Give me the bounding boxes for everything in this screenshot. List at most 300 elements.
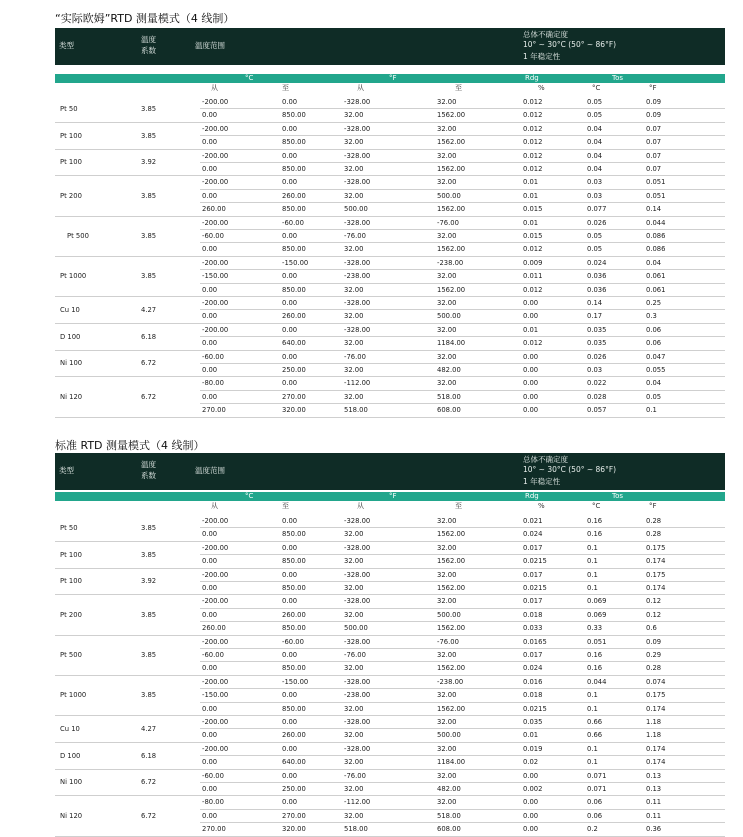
table-cell: 32.00 — [437, 232, 457, 240]
table-cell: 850.00 — [282, 704, 306, 713]
table-cell: -150.00 — [202, 272, 229, 281]
table-cell: 0.017 — [523, 651, 543, 659]
temperature-coefficient: 6.72 — [141, 778, 157, 787]
table-cell: 0.047 — [646, 352, 666, 361]
header-coefficient-line1: 温度 — [141, 35, 156, 44]
table-cell: 0.051 — [646, 178, 666, 187]
table-cell: 32.00 — [344, 704, 364, 713]
table-cell: 0.00 — [202, 312, 218, 321]
table-cell: -76.00 — [344, 651, 366, 659]
table-cell: 0.174 — [646, 557, 666, 566]
header-range: 温度范围 — [195, 466, 225, 475]
table-cell: 0.00 — [282, 178, 298, 187]
row-divider — [55, 836, 725, 837]
table-cell: -328.00 — [344, 151, 371, 160]
sensor-type: Cu 10 — [60, 724, 80, 733]
table-cell: 0.06 — [646, 325, 662, 334]
table-cell: 0.09 — [646, 637, 662, 646]
group-label — [55, 270, 725, 283]
group-label — [55, 575, 725, 588]
table-cell: 850.00 — [282, 245, 306, 254]
unit-celsius: °C — [245, 74, 254, 82]
table-cell: -200.00 — [202, 218, 229, 227]
table-cell: 32.00 — [437, 543, 457, 552]
table-cell: 0.174 — [646, 758, 666, 767]
table-cell: 32.00 — [344, 584, 364, 592]
sensor-type: Ni 120 — [60, 392, 83, 401]
table-cell: -60.00 — [202, 232, 224, 240]
table-cell: 0.00 — [202, 285, 218, 294]
table-cell: 32.00 — [344, 530, 364, 539]
table-cell: -238.00 — [344, 272, 371, 281]
table-cell: 0.05 — [587, 245, 603, 254]
table-cell: 1.18 — [646, 731, 662, 740]
header-coefficient-line2: 系数 — [141, 46, 156, 55]
table-cell: 0.022 — [587, 379, 607, 388]
subunit-to-c: 至 — [282, 84, 289, 92]
table-cell: 0.04 — [587, 124, 603, 133]
header-accuracy-line: 1 年稳定性 — [523, 477, 561, 486]
table-cell: 0.00 — [282, 124, 298, 133]
temperature-coefficient: 3.92 — [141, 158, 157, 167]
table-cell: -328.00 — [344, 597, 371, 606]
table-cell: 0.00 — [523, 811, 539, 820]
sensor-type: Ni 100 — [60, 359, 83, 368]
table-cell: 1562.00 — [437, 584, 466, 592]
table-cell: 0.33 — [587, 624, 603, 633]
subunit-from-f: 从 — [357, 502, 364, 510]
table-cell: 0.071 — [587, 785, 607, 793]
table-cell: 0.00 — [202, 557, 218, 566]
table-row — [55, 404, 725, 417]
table-cell: -76.00 — [344, 771, 366, 780]
table-cell: 0.0215 — [523, 704, 547, 713]
table-cell: -200.00 — [202, 124, 229, 133]
table-cell: 0.012 — [523, 245, 543, 254]
table-cell: 0.00 — [202, 785, 218, 793]
sensor-type: D 100 — [60, 751, 81, 760]
header-range: 温度范围 — [195, 41, 225, 50]
table-cell: 0.018 — [523, 691, 543, 700]
table-cell: 1562.00 — [437, 205, 466, 214]
temperature-coefficient: 4.27 — [141, 724, 157, 733]
table-cell: 32.00 — [437, 299, 457, 307]
table-cell: -200.00 — [202, 151, 229, 160]
table-cell: 0.06 — [646, 339, 662, 348]
table-cell: 0.01 — [523, 731, 539, 740]
table-cell: 0.00 — [523, 299, 539, 307]
table-cell: 0.00 — [202, 758, 218, 767]
table-cell: -60.00 — [282, 218, 304, 227]
table-cell: -200.00 — [202, 325, 229, 334]
subunit-from-f: 从 — [357, 84, 364, 92]
table-cell: -328.00 — [344, 517, 371, 525]
table-cell: -200.00 — [202, 637, 229, 646]
table-cell: -328.00 — [344, 543, 371, 552]
subunit-pct: % — [538, 502, 545, 510]
table-cell: 0.00 — [202, 366, 218, 374]
table-cell: 1562.00 — [437, 664, 466, 673]
table-cell: 0.086 — [646, 245, 666, 254]
table-cell: 0.009 — [523, 258, 543, 267]
table-cell: 32.00 — [344, 731, 364, 740]
table-cell: 0.0215 — [523, 557, 547, 566]
table-cell: 0.05 — [587, 232, 603, 240]
temperature-coefficient: 3.92 — [141, 577, 157, 586]
table-cell: 1184.00 — [437, 339, 466, 348]
table-cell: 500.00 — [437, 312, 461, 321]
table-cell: 0.057 — [587, 406, 607, 415]
table-cell: -328.00 — [344, 258, 371, 267]
table-cell: 32.00 — [344, 664, 364, 673]
table-cell: 32.00 — [344, 165, 364, 173]
table-cell: -76.00 — [437, 218, 459, 227]
table-cell: 0.174 — [646, 704, 666, 713]
table-cell: 0.00 — [282, 543, 298, 552]
table-cell: 0.06 — [587, 798, 603, 807]
table-cell: 0.03 — [587, 178, 603, 187]
header-accuracy-line: 总体不确定度 — [523, 455, 568, 464]
table-cell: 0.00 — [282, 651, 298, 659]
table-cell: 0.00 — [523, 352, 539, 361]
table-cell: 0.00 — [202, 191, 218, 200]
table-cell: 0.012 — [523, 124, 543, 133]
table-cell: 0.16 — [587, 517, 603, 525]
table-cell: 0.028 — [587, 392, 607, 401]
subunit-from-c: 从 — [211, 84, 218, 92]
table-cell: 0.01 — [523, 178, 539, 187]
table-cell: 270.00 — [202, 406, 226, 415]
table-cell: 1562.00 — [437, 285, 466, 294]
table-cell: 0.019 — [523, 744, 543, 753]
table-cell: 0.00 — [282, 272, 298, 281]
group-label — [55, 649, 725, 662]
table-cell: 32.00 — [344, 758, 364, 767]
temperature-coefficient: 3.85 — [141, 272, 157, 281]
table-cell: 0.04 — [587, 165, 603, 173]
table-cell: 0.175 — [646, 543, 666, 552]
table-cell: -328.00 — [344, 325, 371, 334]
temperature-coefficient: 6.72 — [141, 359, 157, 368]
temperature-coefficient: 4.27 — [141, 305, 157, 314]
table-cell: 32.00 — [344, 111, 364, 120]
table-cell: -150.00 — [202, 691, 229, 700]
table-row — [55, 622, 725, 635]
header-accuracy-line: 1 年稳定性 — [523, 52, 561, 61]
table-cell: -76.00 — [344, 352, 366, 361]
sensor-type: Pt 100 — [60, 577, 82, 586]
table-cell: -200.00 — [202, 517, 229, 525]
table-cell: -238.00 — [344, 691, 371, 700]
table-cell: 0.6 — [646, 624, 657, 633]
table-cell: -328.00 — [344, 677, 371, 686]
table-cell: 500.00 — [437, 610, 461, 619]
table-cell: -200.00 — [202, 597, 229, 606]
table-cell: 32.00 — [344, 811, 364, 820]
header-accuracy-line: 10° ~ 30°C (50° ~ 86°F) — [523, 40, 617, 49]
subunit-f: °F — [649, 502, 657, 510]
table-cell: 32.00 — [437, 744, 457, 753]
table-cell: 640.00 — [282, 339, 306, 348]
table-cell: 1562.00 — [437, 624, 466, 633]
table-cell: 0.07 — [646, 138, 662, 147]
sensor-type: Pt 200 — [60, 610, 82, 619]
table-cell: 0.25 — [646, 299, 662, 307]
table-row — [55, 257, 725, 270]
table-cell: 32.00 — [437, 798, 457, 807]
group-label — [55, 609, 725, 622]
table-cell: 0.00 — [282, 299, 298, 307]
table-cell: 482.00 — [437, 785, 461, 793]
table-cell: 1562.00 — [437, 245, 466, 254]
table-cell: -60.00 — [282, 637, 304, 646]
table-cell: 32.00 — [344, 366, 364, 374]
table-cell: 0.13 — [646, 771, 662, 780]
table-cell: 0.024 — [523, 530, 543, 539]
sensor-type: D 100 — [60, 332, 81, 341]
table-cell: 0.035 — [523, 718, 543, 726]
temperature-coefficient: 3.85 — [141, 610, 157, 619]
table-cell: -328.00 — [344, 178, 371, 187]
table-cell: 0.1 — [587, 557, 598, 566]
table-cell: 0.055 — [646, 366, 666, 374]
table-cell: 0.16 — [587, 664, 603, 673]
table-cell: -150.00 — [282, 258, 309, 267]
table-cell: 0.00 — [202, 530, 218, 539]
table-cell: 0.017 — [523, 543, 543, 552]
table-cell: 0.09 — [646, 111, 662, 120]
table-cell: 0.00 — [523, 798, 539, 807]
table-cell: 0.11 — [646, 811, 662, 820]
subunits-row — [55, 502, 725, 511]
sensor-type: Pt 50 — [60, 104, 78, 113]
table-cell: 850.00 — [282, 557, 306, 566]
unit-fahrenheit: °F — [389, 492, 397, 500]
table-cell: -76.00 — [344, 232, 366, 240]
table-cell: 608.00 — [437, 825, 461, 834]
table-cell: 270.00 — [202, 825, 226, 834]
table-cell: 0.017 — [523, 597, 543, 606]
table-cell: 0.021 — [523, 517, 543, 525]
table-cell: 32.00 — [437, 151, 457, 160]
table-row — [55, 595, 725, 608]
table-cell: 32.00 — [344, 610, 364, 619]
table-cell: 850.00 — [282, 111, 306, 120]
table-cell: 0.074 — [646, 677, 666, 686]
table-cell: 0.017 — [523, 570, 543, 579]
table-cell: 32.00 — [437, 570, 457, 579]
table-cell: 500.00 — [437, 731, 461, 740]
table-cell: 32.00 — [437, 379, 457, 388]
temperature-coefficient: 6.18 — [141, 332, 157, 341]
table-cell: 250.00 — [282, 785, 306, 793]
table-cell: 0.04 — [587, 138, 603, 147]
header-accuracy-line: 10° ~ 30°C (50° ~ 86°F) — [523, 465, 617, 474]
table-cell: 0.3 — [646, 312, 657, 321]
table-cell: 1562.00 — [437, 138, 466, 147]
table-cell: 0.29 — [646, 651, 662, 659]
group-label — [55, 750, 725, 763]
table-cell: 32.00 — [344, 312, 364, 321]
table-cell: 0.04 — [587, 151, 603, 160]
temperature-coefficient: 3.85 — [141, 104, 157, 113]
table-cell: 0.061 — [646, 272, 666, 281]
table-cell: 0.00 — [202, 111, 218, 120]
table-cell: 0.06 — [587, 811, 603, 820]
table-cell: 32.00 — [437, 272, 457, 281]
table-cell: -328.00 — [344, 98, 371, 106]
table-cell: 0.00 — [282, 798, 298, 807]
sensor-type: Pt 500 — [67, 232, 89, 240]
table-cell: 270.00 — [282, 392, 306, 401]
table-cell: 0.036 — [587, 285, 607, 294]
table-cell: 0.069 — [587, 610, 607, 619]
table-cell: 0.002 — [523, 785, 543, 793]
table-cell: 0.035 — [587, 339, 607, 348]
table-cell: 0.018 — [523, 610, 543, 619]
table-cell: 0.012 — [523, 151, 543, 160]
table-cell: 0.175 — [646, 570, 666, 579]
table-cell: 0.00 — [523, 825, 539, 834]
table-cell: 260.00 — [282, 312, 306, 321]
table-row — [55, 203, 725, 216]
table-cell: 0.03 — [587, 191, 603, 200]
table-cell: -328.00 — [344, 570, 371, 579]
table-cell: 0.026 — [587, 352, 607, 361]
sensor-type: Pt 1000 — [60, 691, 87, 700]
unit-tos: Tos — [612, 492, 624, 500]
table-cell: 32.00 — [437, 98, 457, 106]
group-label — [55, 130, 725, 143]
table-cell: 0.07 — [646, 124, 662, 133]
table-cell: -328.00 — [344, 744, 371, 753]
table-cell: 32.00 — [437, 651, 457, 659]
table-cell: 0.1 — [646, 406, 657, 415]
table-cell: 0.11 — [646, 798, 662, 807]
table-cell: 32.00 — [344, 557, 364, 566]
table-cell: -80.00 — [202, 798, 224, 807]
table-cell: 0.00 — [282, 771, 298, 780]
table-cell: 0.07 — [646, 165, 662, 173]
table-cell: 260.00 — [202, 205, 226, 214]
table-header — [55, 28, 725, 65]
table-cell: 32.00 — [344, 392, 364, 401]
table-cell: 518.00 — [344, 825, 368, 834]
table-cell: -80.00 — [202, 379, 224, 388]
table-cell: 0.1 — [587, 744, 598, 753]
table-row — [55, 284, 725, 297]
sensor-type: Pt 100 — [60, 158, 82, 167]
table-cell: 0.00 — [202, 610, 218, 619]
table-cell: -76.00 — [437, 637, 459, 646]
group-label — [55, 304, 725, 317]
table-cell: 0.12 — [646, 610, 662, 619]
table-row — [55, 823, 725, 836]
table-cell: 0.16 — [587, 651, 603, 659]
sensor-type: Ni 100 — [60, 778, 83, 787]
table-cell: 0.00 — [523, 406, 539, 415]
table-cell: 0.00 — [282, 718, 298, 726]
table-cell: 518.00 — [437, 811, 461, 820]
temperature-coefficient: 6.72 — [141, 392, 157, 401]
table-cell: 518.00 — [344, 406, 368, 415]
table-row — [55, 377, 725, 390]
table-cell: 0.1 — [587, 543, 598, 552]
temperature-coefficient: 3.85 — [141, 550, 157, 559]
table-cell: 1562.00 — [437, 704, 466, 713]
table-cell: -200.00 — [202, 718, 229, 726]
table-cell: 1562.00 — [437, 530, 466, 539]
table-cell: 0.66 — [587, 718, 603, 726]
table-cell: -200.00 — [202, 744, 229, 753]
table-cell: 0.175 — [646, 691, 666, 700]
table-cell: 0.02 — [523, 758, 539, 767]
table-cell: 1562.00 — [437, 557, 466, 566]
table-cell: 0.00 — [202, 664, 218, 673]
table-cell: 32.00 — [344, 245, 364, 254]
table-cell: 0.061 — [646, 285, 666, 294]
table-cell: -200.00 — [202, 258, 229, 267]
subunit-f: °F — [649, 84, 657, 92]
header-type: 类型 — [59, 41, 74, 50]
table-cell: 32.00 — [344, 285, 364, 294]
table-cell: 0.00 — [202, 245, 218, 254]
subunit-to-f: 至 — [455, 84, 462, 92]
table-cell: 0.05 — [587, 98, 603, 106]
group-label — [55, 331, 725, 344]
table-cell: 320.00 — [282, 825, 306, 834]
table-cell: 850.00 — [282, 530, 306, 539]
table-cell: 0.00 — [202, 392, 218, 401]
subunit-c: °C — [592, 502, 601, 510]
table-cell: 0.66 — [587, 731, 603, 740]
table-cell: 260.00 — [282, 191, 306, 200]
table-cell: -328.00 — [344, 124, 371, 133]
table-cell: 0.1 — [587, 570, 598, 579]
temperature-coefficient: 6.18 — [141, 751, 157, 760]
table-cell: 0.00 — [523, 379, 539, 388]
table-cell: -200.00 — [202, 98, 229, 106]
table-cell: 0.1 — [587, 758, 598, 767]
table-cell: 0.16 — [587, 530, 603, 539]
table-cell: -200.00 — [202, 570, 229, 579]
table-cell: -200.00 — [202, 178, 229, 187]
group-label — [55, 522, 725, 535]
table-row — [55, 676, 725, 689]
table-cell: 260.00 — [282, 731, 306, 740]
table-cell: 0.00 — [202, 704, 218, 713]
table-cell: -200.00 — [202, 299, 229, 307]
table-cell: 0.0215 — [523, 584, 547, 592]
group-label — [55, 810, 725, 823]
temperature-coefficient: 3.85 — [141, 651, 157, 659]
unit-rdg: Rdg — [525, 492, 539, 500]
group-label — [55, 549, 725, 562]
group-label — [55, 357, 725, 370]
table-cell: -238.00 — [437, 677, 464, 686]
table-cell: 32.00 — [344, 785, 364, 793]
table-cell: 0.051 — [587, 637, 607, 646]
table-cell: -328.00 — [344, 299, 371, 307]
units-bar — [55, 74, 725, 83]
table-cell: 0.044 — [587, 677, 607, 686]
header-coefficient-line2: 系数 — [141, 471, 156, 480]
table-cell: 0.016 — [523, 677, 543, 686]
table-cell: 0.1 — [587, 584, 598, 592]
table-cell: 32.00 — [437, 718, 457, 726]
subunit-pct: % — [538, 84, 545, 92]
table-cell: 0.012 — [523, 165, 543, 173]
